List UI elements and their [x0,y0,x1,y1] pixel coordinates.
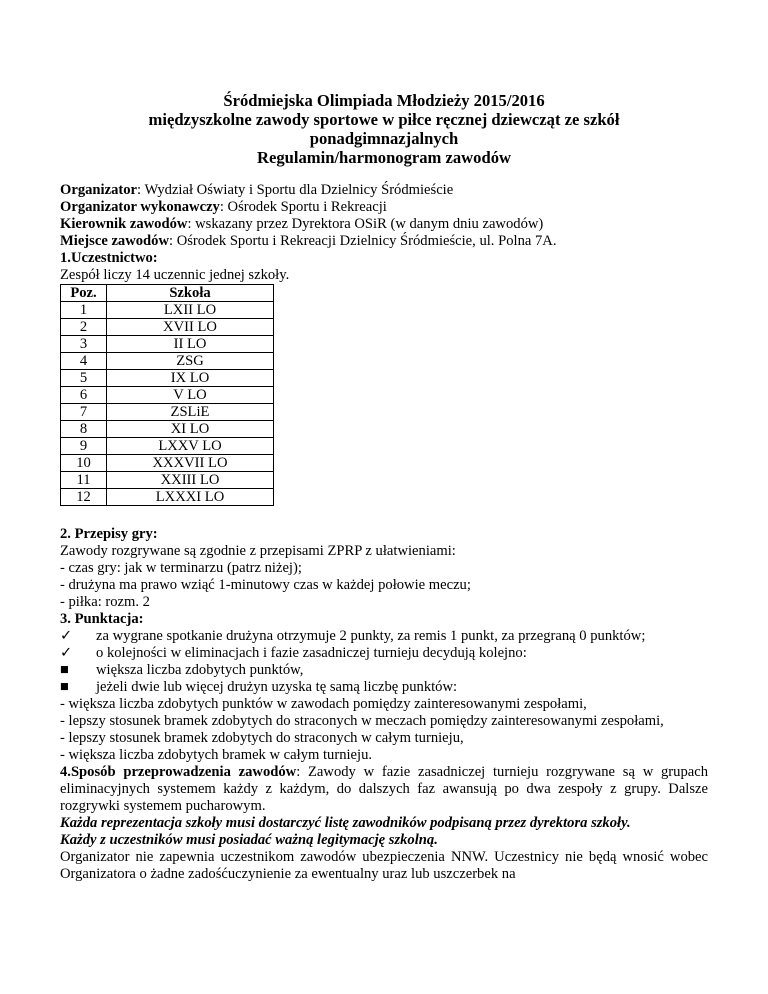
row-pos-cell: 10 [61,455,107,472]
participants-text: Zespół liczy 14 uczennic jednej szkoły. [60,267,290,283]
row-school-cell: XI LO [107,421,274,438]
table-header-row [61,285,274,302]
row-school-cell: XXXVII LO [107,455,274,472]
executor-label: Organizator wykonawczy [60,199,220,215]
rules-item: - drużyna ma prawo wziąć 1-minutowy czas w każdej połowie meczu; [60,577,471,593]
conduct-text: : Zawody w fazie zasadniczej turnieju rozgrywane są w grupach eliminacyjnych systemem każdy z każdym, do dalszych faz awansują po dwa zespoły z grupy. Dalsze rozgrywki systemem pucharowym. [60,764,708,814]
manager-label: Kierownik zawodów [60,216,188,232]
row-school-cell: ZSG [107,353,274,370]
row-school-cell: V LO [107,387,274,404]
participants-heading: 1.Uczestnictwo: [60,250,158,266]
table-row [61,353,274,370]
document-page [60,0,708,883]
conduct-bold-1: Każda reprezentacja szkoły musi dostarczyć listę zawodników podpisaną przez dyrektora szkoły. [60,815,631,831]
scoring-square-1 [60,662,708,679]
schools-table-body [61,302,274,506]
row-pos-cell: 4 [61,353,107,370]
place-line [60,233,708,250]
organizer-line [60,182,708,199]
row-school-cell: LXXXI LO [107,489,274,506]
executor-line [60,199,708,216]
row-school-cell: II LO [107,336,274,353]
rules-item: - czas gry: jak w terminarzu (patrz niżej); [60,560,302,576]
rules-heading: 2. Przepisy gry: [60,526,158,542]
row-school-cell: ZSLiE [107,404,274,421]
row-pos-cell: 7 [61,404,107,421]
insurance-paragraph: Organizator nie zapewnia uczestnikom zawodów ubezpieczenia NNW. Uczestnicy nie będą wnosić wobec Organizatora o żadne zadośćuczynienie za ewentualny uraz lub uszczerbek na [60,849,708,882]
rules-item: - piłka: rozm. 2 [60,594,150,610]
title-line-1: Śródmiejska Olimpiada Młodzieży 2015/2016 [223,91,545,110]
title-line-3: ponadgimnazjalnych [309,129,459,148]
table-row [61,489,274,506]
table-row [61,421,274,438]
scoring-check-2-text: o kolejności w eliminacjach i fazie zasadniczej turnieju decydują kolejno: [96,645,527,661]
scoring-square-1-text: większa liczba zdobytych punktów, [96,662,304,678]
table-row [61,472,274,489]
place-label: Miejsce zawodów [60,233,170,249]
scoring-dash-4: - większa liczba zdobytych bramek w całym turnieju. [60,747,373,763]
row-pos-cell: 3 [61,336,107,353]
table-row [61,336,274,353]
row-school-cell: IX LO [107,370,274,387]
schools-table [60,284,274,506]
table-row [61,319,274,336]
square-bullet-icon: ■ [60,679,69,695]
scoring-square-2-text: jeżeli dwie lub więcej drużyn uzyska tę samą liczbę punktów: [96,679,458,695]
row-pos-cell: 9 [61,438,107,455]
row-pos-cell: 6 [61,387,107,404]
table-row [61,404,274,421]
manager-line [60,216,708,233]
row-school-cell: LXII LO [107,302,274,319]
executor-value: : Ośrodek Sportu i Rekreacji [219,199,387,215]
title-line-2: międzyszkolne zawody sportowe w piłce ręcznej dziewcząt ze szkół [148,110,620,129]
check-icon: ✓ [60,645,73,661]
row-pos-cell: 1 [61,302,107,319]
conduct-paragraph [60,764,708,815]
row-pos-cell: 8 [61,421,107,438]
scoring-square-2 [60,679,708,696]
place-value: : Ośrodek Sportu i Rekreacji Dzielnicy Śródmieście, ul. Polna 7A. [169,233,557,249]
row-pos-cell: 12 [61,489,107,506]
table-row [61,438,274,455]
scoring-check-1 [60,628,708,645]
scoring-dash-3: - lepszy stosunek bramek zdobytych do straconych w całym turnieju, [60,730,464,746]
spacer [60,506,708,526]
conduct-bold-2: Każdy z uczestników musi posiadać ważną legitymację szkolną. [60,832,438,848]
rules-intro: Zawody rozgrywane są zgodnie z przepisami ZPRP z ułatwieniami: [60,543,456,559]
col-school-header: Szkoła [107,285,274,302]
square-bullet-icon: ■ [60,662,69,678]
table-row [61,370,274,387]
manager-value: : wskazany przez Dyrektora OSiR (w danym dniu zawodów) [187,216,544,232]
col-pos-header: Poz. [61,285,107,302]
row-school-cell: LXXV LO [107,438,274,455]
row-school-cell: XVII LO [107,319,274,336]
table-row [61,455,274,472]
meta-block [60,182,708,250]
row-pos-cell: 2 [61,319,107,336]
row-school-cell: XXIII LO [107,472,274,489]
conduct-heading: 4.Sposób przeprowadzenia zawodów [60,764,297,780]
row-pos-cell: 11 [61,472,107,489]
table-row [61,387,274,404]
title-line-4: Regulamin/harmonogram zawodów [257,148,511,167]
scoring-dash-1: - większa liczba zdobytych punktów w zawodach pomiędzy zainteresowanymi zespołami, [60,696,587,712]
organizer-value: : Wydział Oświaty i Sportu dla Dzielnicy Śródmieście [137,182,454,198]
scoring-dash-2: - lepszy stosunek bramek zdobytych do straconych w meczach pomiędzy zainteresowanymi zespołami, [60,713,664,729]
scoring-check-1-text: za wygrane spotkanie drużyna otrzymuje 2 punkty, za remis 1 punkt, za przegraną 0 punktów; [96,628,646,644]
scoring-check-2 [60,645,708,662]
organizer-label: Organizator [60,182,138,198]
table-row [61,302,274,319]
row-pos-cell: 5 [61,370,107,387]
scoring-heading: 3. Punktacja: [60,611,144,627]
check-icon: ✓ [60,628,73,644]
